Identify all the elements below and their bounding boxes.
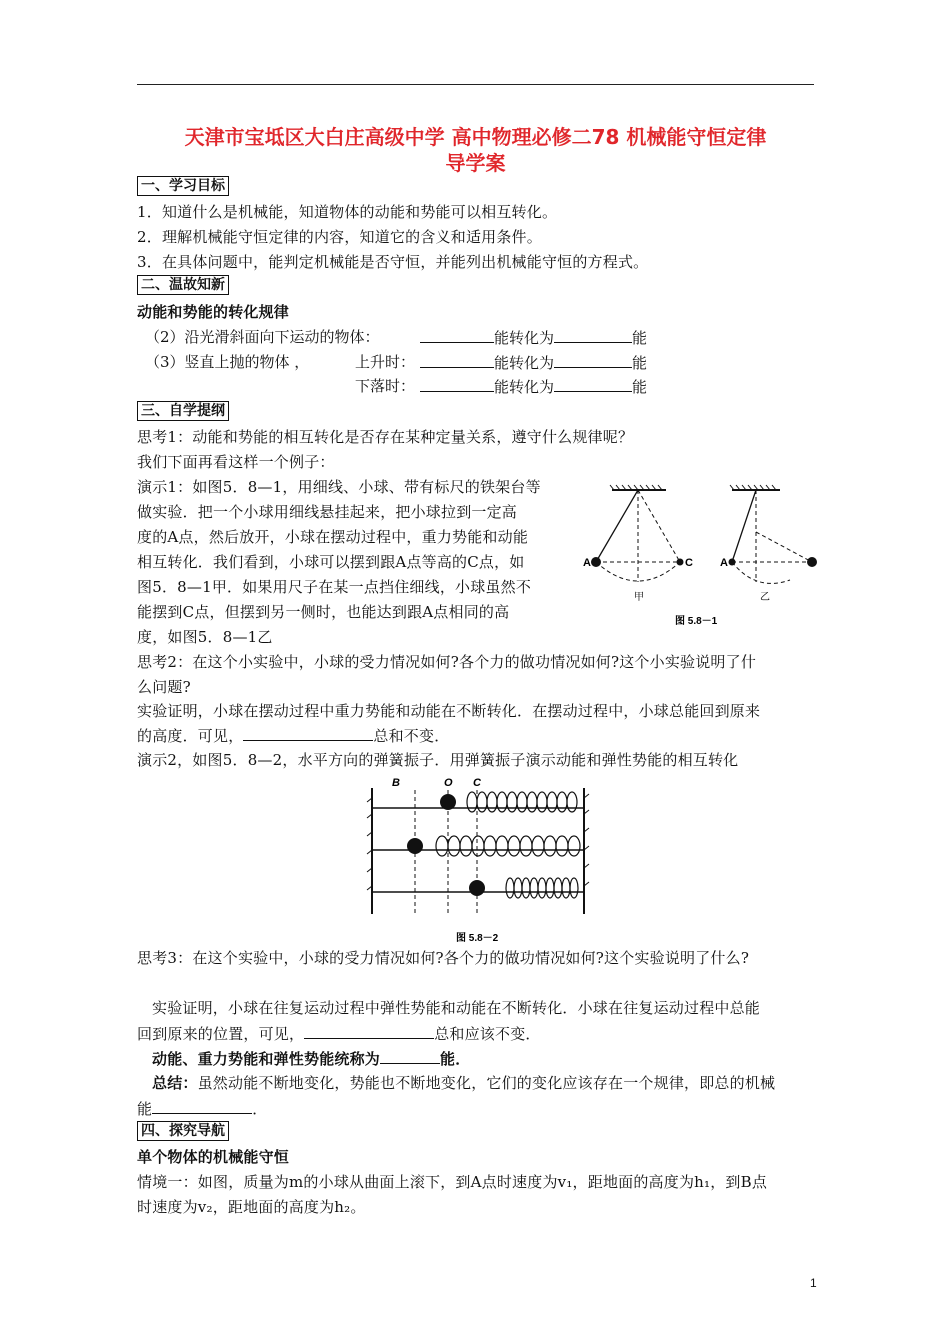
demo1-line: 度的A点，然后放开，小球在摆动过程中，重力势能和动能 [137, 528, 529, 546]
summary-label: 总结： [152, 1074, 198, 1092]
demo1-line: 图5．8—1甲．如果用尺子在某一点挡住细线，小球虽然不 [137, 578, 532, 596]
demo1-line: 演示1：如图5．8—1，用细线、小球、带有标尺的铁架台等 [137, 478, 541, 496]
label-c: C [473, 777, 481, 789]
energy-suffix: 能 [632, 329, 648, 347]
section-heading-outline: 三、自学提纲 [137, 401, 229, 421]
goal-item-1: 1．知道什么是机械能，知道物体的动能和势能可以相互转化。 [137, 203, 558, 221]
fill-blank[interactable] [420, 376, 494, 392]
explore-subtitle: 单个物体的机械能守恒 [137, 1148, 290, 1166]
figure-caption: 图 5.8－2 [456, 933, 499, 944]
header-rule [137, 84, 814, 85]
demo1-line: 做实验．把一个小球用细线悬挂起来，把小球拉到一定高 [137, 503, 518, 521]
label-b: B [392, 777, 400, 789]
proof-2-suffix: 总和应该不变． [434, 1025, 541, 1043]
energy-suffix: 能 [632, 378, 648, 396]
goal-item-3: 3．在具体问题中，能判定机械能是否守恒，并能列出机械能守恒的方程式。 [137, 253, 649, 271]
scenario-line1: 情境一：如图，质量为m的小球从曲面上滚下，到A点时速度为v₁，距地面的高度为h₁，到B点 [137, 1173, 768, 1191]
proof-1-line1: 实验证明，小球在摆动过程中重力势能和动能在不断转化．在摆动过程中，小球总能回到原来 [137, 702, 761, 720]
sub-label-yi: 乙 [760, 592, 770, 603]
review-row-rising-label: 上升时： [355, 353, 416, 371]
review-row-falling-blanks [420, 376, 647, 397]
summary-line2-suffix: ． [252, 1100, 268, 1118]
scenario-line2: 时速度为v₂，距地面的高度为h₂。 [137, 1198, 366, 1216]
think-3: 思考3：在这个实验中，小球的受力情况如何?各个力的做功情况如何?这个实验说明了什么? [137, 949, 750, 967]
review-row-rising-blanks [420, 352, 647, 373]
review-subtitle: 动能和势能的转化规律 [137, 303, 290, 321]
demo1-line: 相互转化．我们看到，小球可以摆到跟A点等高的C点，如 [137, 553, 525, 571]
section-heading-explore: 四、探究导航 [137, 1121, 229, 1141]
demo-2: 演示2，如图5．8—2，水平方向的弹簧振子．用弹簧振子演示动能和弹性势能的相互转化 [137, 751, 739, 769]
label-a: A [583, 557, 591, 569]
demo1-line: 度，如图5．8—1乙 [137, 628, 273, 646]
spring-oscillator-figure [362, 774, 592, 946]
goal-item-2: 2．理解机械能守恒定律的内容，知道它的含义和适用条件。 [137, 228, 542, 246]
label-a: A [720, 557, 728, 569]
review-row-throw-label: （3）竖直上抛的物体 ， [145, 353, 310, 371]
converts-to-text: 能转化为 [494, 354, 555, 372]
proof-2-line2 [137, 1023, 541, 1044]
label-o: O [444, 777, 453, 789]
figure-caption: 图 5.8－1 [675, 616, 718, 627]
example-intro: 我们下面再看这样一个例子： [137, 453, 335, 471]
page-number: 1 [810, 1276, 817, 1290]
converts-to-text: 能转化为 [494, 329, 555, 347]
think-2-line1: 思考2：在这个小实验中，小球的受力情况如何?各个力的做功情况如何?这个小实验说明了什 [137, 653, 757, 671]
fill-blank[interactable] [304, 1023, 434, 1039]
pendulum-figure [580, 482, 830, 632]
review-row-incline-label: （2）沿光滑斜面向下运动的物体： [145, 328, 380, 346]
unify-statement [152, 1048, 470, 1069]
energy-suffix: 能 [632, 354, 648, 372]
summary-line2-prefix: 能 [137, 1100, 153, 1118]
proof-1-line2 [137, 725, 449, 746]
section-heading-review: 二、温故知新 [137, 275, 229, 295]
think-2-line2: 么问题? [137, 678, 191, 696]
document-title: 天津市宝坻区大白庄高级中学 高中物理必修二78 机械能守恒定律 [184, 125, 767, 149]
fill-blank[interactable] [243, 725, 373, 741]
summary-line1 [152, 1073, 775, 1093]
section-heading-goals: 一、学习目标 [137, 176, 229, 196]
unify-prefix: 动能、重力势能和弹性势能统称为 [152, 1050, 381, 1068]
demo1-line: 能摆到C点，但摆到另一侧时，也能达到跟A点相同的高 [137, 603, 510, 621]
converts-to-text: 能转化为 [494, 378, 555, 396]
proof-2-line1: 实验证明，小球在往复运动过程中弹性势能和动能在不断转化．小球在往复运动过程中总能 [152, 999, 761, 1017]
fill-blank[interactable] [554, 376, 632, 392]
fill-blank[interactable] [420, 352, 494, 368]
think-1: 思考1：动能和势能的相互转化是否存在某种定量关系，遵守什么规律呢？ [137, 428, 634, 446]
proof-2-prefix: 回到原来的位置，可见， [137, 1025, 305, 1043]
proof-1-suffix: 总和不变． [373, 727, 450, 745]
review-row-incline-blanks [420, 327, 647, 348]
fill-blank[interactable] [152, 1098, 252, 1114]
summary-line2 [137, 1098, 267, 1119]
document-subtitle: 导学案 [445, 151, 506, 175]
fill-blank[interactable] [554, 352, 632, 368]
pendulum-a [583, 485, 693, 603]
proof-1-prefix: 的高度．可见， [137, 727, 244, 745]
sub-label-jia: 甲 [634, 592, 644, 603]
fill-blank[interactable] [420, 327, 494, 343]
pendulum-b [720, 485, 817, 603]
summary-text: 虽然动能不断地变化，势能也不断地变化，它们的变化应该存在一个规律，即总的机械 [197, 1074, 776, 1092]
fill-blank[interactable] [380, 1048, 440, 1064]
review-row-falling-label: 下落时： [355, 377, 416, 395]
fill-blank[interactable] [554, 327, 632, 343]
label-c: C [685, 557, 693, 569]
unify-suffix: 能． [440, 1050, 471, 1068]
